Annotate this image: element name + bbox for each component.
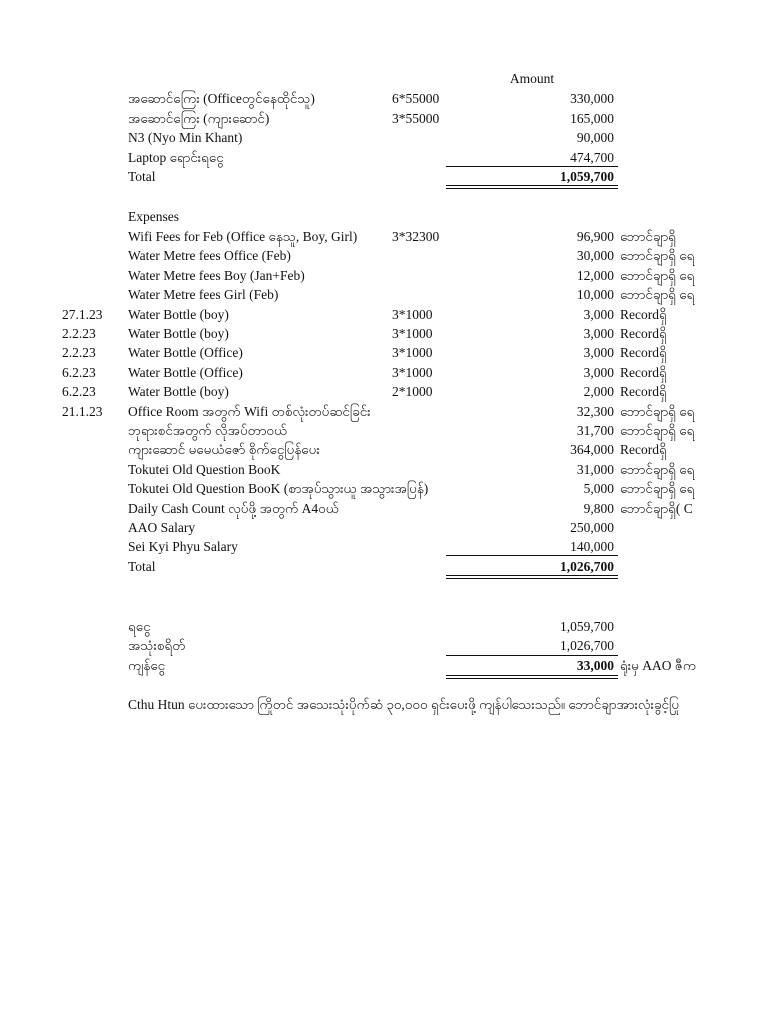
row-note[interactable]: ဘောင်ချာရှိ ရေ (620, 403, 695, 419)
row-description[interactable]: Office Room အတွက် Wifi တစ်လုံးတပ်ဆင်ခြင်း (128, 403, 371, 419)
row-date[interactable]: 6.2.23 (62, 364, 96, 380)
table-row (0, 537, 768, 557)
row-quantity[interactable]: 3*1000 (392, 326, 433, 341)
table-row (0, 479, 768, 499)
row-note[interactable]: Recordရှိ (620, 384, 667, 400)
table-row (0, 324, 768, 344)
row-description[interactable]: Water Bottle (boy) (128, 326, 229, 341)
row-note[interactable]: ဘောင်ချာရှိ (620, 229, 676, 244)
table-row (0, 363, 768, 383)
row-amount[interactable]: 250,000 (570, 520, 614, 535)
footer-note[interactable]: Cthu Htun ပေးထားသော ကြိုတင် အသေးသုံးပိုက်ဆံ ၃၀,၀၀၀ ရှင်းပေးဖို့ ကျန်ပါသေးသည်။ ဘောင်ချာအားလုံးခွင့်ပြု (128, 697, 680, 712)
summary-income-row (0, 617, 768, 637)
row-description[interactable]: Laptop ရောင်းရငွေ (128, 149, 224, 165)
row-description[interactable]: Water Metre fees Girl (Feb) (128, 287, 279, 303)
row-note[interactable]: Recordရှိ (620, 326, 667, 341)
row-quantity[interactable]: 3*1000 (392, 306, 433, 322)
summary-expense-label[interactable]: အသုံးစရိတ် (128, 638, 186, 653)
summary-balance-note[interactable]: ရုံးမှ AAO ဇီက (620, 658, 697, 673)
row-description[interactable]: Water Bottle (boy) (128, 384, 229, 400)
row-note[interactable]: ဘောင်ချာရှိ ရေ (620, 287, 695, 303)
row-amount[interactable]: 31,000 (576, 461, 614, 477)
row-amount[interactable]: 5,000 (583, 481, 614, 497)
row-amount[interactable]: 474,700 (570, 149, 614, 165)
row-description[interactable]: Water Bottle (Office) (128, 345, 243, 361)
row-amount[interactable]: 2,000 (583, 384, 614, 400)
table-row (0, 402, 768, 422)
row-note[interactable]: Recordရှိ (620, 306, 667, 322)
summary-balance-label[interactable]: ကျန်ငွေ (128, 658, 166, 673)
row-note[interactable]: ဘောင်ချာရှိ ရေ (620, 461, 695, 477)
row-amount[interactable]: 140,000 (570, 539, 614, 555)
row-description[interactable]: အဆောင်ကြေး (Officeတွင်နေထိုင်သူ) (128, 91, 315, 106)
row-amount[interactable]: 90,000 (576, 130, 614, 145)
table-row (0, 382, 768, 402)
row-amount[interactable]: 3,000 (583, 364, 614, 380)
income-total-label[interactable]: Total (128, 169, 156, 184)
row-description[interactable]: Water Metre fees Office (Feb) (128, 248, 291, 264)
summary-balance-row (0, 656, 768, 676)
income-total-amount[interactable]: 1,059,700 (560, 169, 614, 184)
table-row (0, 343, 768, 363)
table-row (0, 305, 768, 325)
table-row (0, 518, 768, 538)
row-quantity[interactable]: 3*32300 (392, 229, 440, 244)
expense-total-row (0, 557, 768, 577)
row-description[interactable]: N3 (Nyo Min Khant) (128, 130, 243, 145)
summary-income-label[interactable]: ရငွေ (128, 619, 151, 634)
row-note[interactable]: ဘောင်ချာရှိ ရေ (620, 248, 695, 264)
income-total-double-rule (446, 185, 618, 189)
row-amount[interactable]: 9,800 (583, 500, 614, 516)
row-amount[interactable]: 12,000 (576, 267, 614, 283)
row-description[interactable]: Water Bottle (boy) (128, 306, 229, 322)
table-row (0, 246, 768, 266)
income-total-row (0, 167, 768, 187)
row-date[interactable]: 27.1.23 (62, 306, 103, 322)
row-quantity[interactable]: 3*55000 (392, 110, 440, 126)
amount-column-header[interactable]: Amount (509, 71, 555, 86)
row-amount[interactable]: 165,000 (570, 110, 614, 126)
row-description[interactable]: Tokutei Old Question BooK (စာအုပ်သွားယူ အသွားအပြန်) (128, 481, 429, 497)
summary-double-rule (446, 675, 618, 679)
expense-total-amount[interactable]: 1,026,700 (560, 559, 614, 574)
summary-income-amount[interactable]: 1,059,700 (560, 619, 614, 634)
row-note[interactable]: ဘောင်ချာရှိ ရေ (620, 481, 695, 497)
row-description[interactable]: Daily Cash Count လုပ်ဖို့ အတွက် A4ဝယ် (128, 500, 339, 516)
table-row (0, 460, 768, 480)
header-row (0, 69, 768, 89)
table-row (0, 89, 768, 109)
row-date[interactable]: 2.2.23 (62, 345, 96, 361)
row-note[interactable]: Recordရှိ (620, 345, 667, 361)
row-description[interactable]: Sei Kyi Phyu Salary (128, 539, 238, 555)
row-description[interactable]: ကျားဆောင် မမေယံဇော် စိုက်ငွေပြန်ပေး (128, 442, 320, 458)
row-note[interactable]: Recordရှိ (620, 442, 667, 458)
table-row (0, 227, 768, 247)
row-description[interactable]: ဘုရားစင်အတွက် လိုအပ်တာဝယ် (128, 423, 288, 438)
row-amount[interactable]: 96,900 (576, 229, 614, 244)
table-row (0, 128, 768, 148)
row-quantity[interactable]: 6*55000 (392, 91, 440, 106)
expense-total-double-rule (446, 575, 618, 579)
row-date[interactable]: 2.2.23 (62, 326, 96, 341)
row-amount[interactable]: 3,000 (583, 345, 614, 361)
row-date[interactable]: 21.1.23 (62, 403, 103, 419)
row-date[interactable]: 6.2.23 (62, 384, 96, 400)
row-note[interactable]: ဘောင်ချာရှိ ရေ (620, 423, 695, 438)
row-description[interactable]: Water Metre fees Boy (Jan+Feb) (128, 267, 305, 283)
row-amount[interactable]: 330,000 (570, 91, 614, 106)
row-amount[interactable]: 3,000 (583, 326, 614, 341)
expenses-title[interactable]: Expenses (128, 209, 179, 224)
row-amount[interactable]: 10,000 (576, 287, 614, 303)
row-note[interactable]: ဘောင်ချာရှိ( C (620, 500, 693, 516)
expense-subtotal-rule (446, 555, 618, 556)
row-description[interactable]: အဆောင်ကြေး (ကျားဆောင်) (128, 110, 270, 126)
table-row (0, 285, 768, 305)
row-amount[interactable]: 32,300 (576, 403, 614, 419)
row-description[interactable]: Tokutei Old Question BooK (128, 461, 281, 477)
row-quantity[interactable]: 3*1000 (392, 364, 433, 380)
row-quantity[interactable]: 3*1000 (392, 345, 433, 361)
row-description[interactable]: AAO Salary (128, 520, 196, 535)
row-amount[interactable]: 3,000 (583, 306, 614, 322)
row-note[interactable]: ဘောင်ချာရှိ ရေ (620, 267, 695, 283)
row-amount[interactable]: 31,700 (576, 423, 614, 438)
row-note[interactable]: Recordရှိ (620, 364, 667, 380)
row-quantity[interactable]: 2*1000 (392, 384, 433, 400)
expenses-title-row (0, 207, 768, 227)
row-description[interactable]: Wifi Fees for Feb (Office နေသူ, Boy, Girl) (128, 229, 358, 244)
row-amount[interactable]: 364,000 (570, 442, 614, 458)
table-row (0, 266, 768, 286)
table-row (0, 499, 768, 519)
row-amount[interactable]: 30,000 (576, 248, 614, 264)
table-row (0, 421, 768, 441)
table-row (0, 148, 768, 168)
table-row (0, 440, 768, 460)
expense-total-label[interactable]: Total (128, 559, 156, 574)
summary-balance-amount[interactable]: 33,000 (576, 658, 614, 673)
table-row (0, 109, 768, 129)
summary-expense-row (0, 636, 768, 656)
summary-expense-amount[interactable]: 1,026,700 (560, 638, 614, 653)
row-description[interactable]: Water Bottle (Office) (128, 364, 243, 380)
